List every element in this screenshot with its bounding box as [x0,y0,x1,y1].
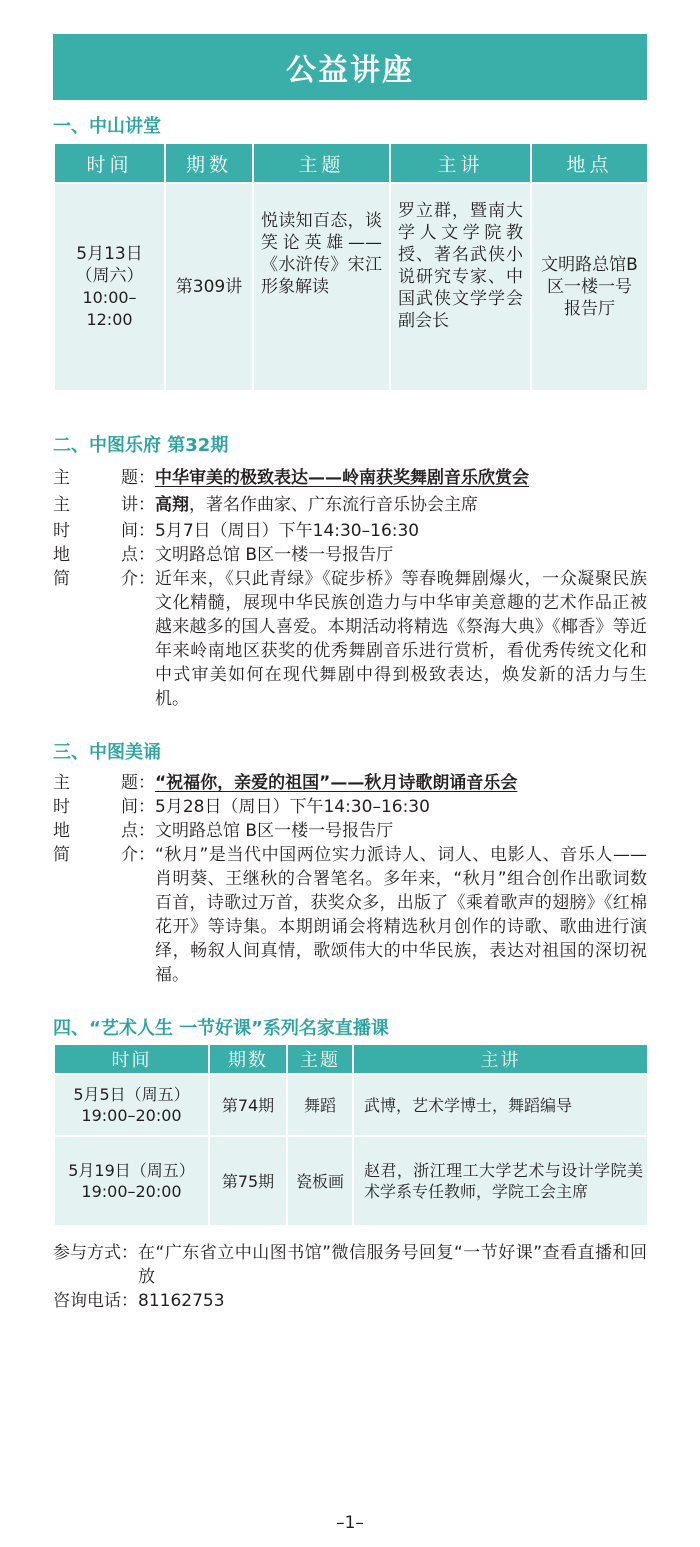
time-text: 10:00–12:00 [82,288,137,329]
cell-issue: 第74期 [209,1074,287,1136]
place-label: 地 点 ： [53,819,155,843]
cell-issue: 第75期 [209,1136,287,1226]
cell-topic: 悦读知百态，谈笑论英雄——《水浒传》宋江形象解读 [253,183,390,391]
time-label: 时 间 ： [53,795,155,819]
intro-label: 简 介 ： [53,843,155,987]
page [53,34,647,1313]
header-place: 地点 [531,143,648,183]
place-row [53,543,647,567]
header-issue: 期数 [165,143,253,183]
header-speaker: 主讲 [353,1044,648,1074]
speaker-name: 高翔 [155,495,189,515]
time-text: 19:00–20:00 [81,1106,182,1125]
section-4-title: 四、“艺术人生 一节好课”系列名家直播课 [53,1018,389,1039]
cell-topic: 舞蹈 [287,1074,353,1136]
place-value: 文明路总馆 B区一楼一号报告厅 [155,545,394,565]
time-value: 5月7日（周日）下午14:30–16:30 [155,521,420,541]
time-row [53,795,647,819]
table-row [54,183,648,391]
speaker-value [155,493,647,517]
section-3-title: 三、中图美诵 [53,742,161,763]
cell-speaker: 赵君，浙江理工大学艺术与设计学院美术学系专任教师，学院工会主席 [353,1136,648,1226]
topic-label: 主 题 ： [53,771,155,795]
lecture-table [53,142,649,392]
lecture-table-header [54,143,648,183]
place-label: 地 点 ： [53,543,155,567]
cell-time [54,1074,209,1136]
intro-row [53,843,647,987]
join-text: 在“广东省立中山图书馆”微信服务号回复“一节好课”查看直播和回放 [138,1243,647,1287]
section-2-title: 二、中图乐府 第32期 [53,435,229,456]
intro-value: 近年来，《只此青绿》《碇步桥》等春晚舞剧爆火，一众凝聚民族文化精髓，展现中华民族创造力与中华审美意趣的艺术作品正被越来越多的国人喜爱。本期活动将精选《祭海大典》《椰香》等近年来岭南地区获奖的优秀舞剧音乐进行赏析，看优秀传统文化和中式审美如何在现代舞剧中得到极致表达，焕发新的活力与生机。 [155,569,647,709]
phone-label: 咨询电话： [53,1291,138,1311]
header-topic: 主题 [253,143,390,183]
join-method [53,1241,647,1289]
weekday-text: （周六） [75,266,144,286]
date-text: 5月13日 [76,244,143,264]
speaker-label: 主 讲 ： [53,493,155,517]
cell-place: 文明路总馆B区一楼一号报告厅 [531,183,648,391]
speaker-desc: ，著名作曲家、广东流行音乐协会主席 [189,495,478,515]
date-text: 5月5日（周五） [73,1085,190,1104]
topic-value: “祝福你，亲爱的祖国”——秋月诗歌朗诵音乐会 [155,773,518,793]
cell-topic: 瓷板画 [287,1136,353,1226]
speaker-row [53,493,647,517]
intro-label: 简 介 ： [53,567,155,711]
date-text: 5月19日（周五） [68,1161,195,1180]
cell-issue: 第309讲 [165,183,253,391]
header-speaker: 主讲 [390,143,531,183]
live-course-header [54,1044,648,1074]
time-text: 19:00–20:00 [81,1182,182,1201]
time-row [53,519,647,543]
section-1-title: 一、中山讲堂 [53,116,161,137]
topic-value: 中华审美的极致表达——岭南获奖舞剧音乐欣赏会 [155,468,529,488]
cell-speaker: 罗立群，暨南大学人文学院教授、著名武侠小说研究专家、中国武侠文学学会副会长 [390,183,531,391]
join-label: 参与方式： [53,1243,138,1263]
cell-time [54,1136,209,1226]
header-issue: 期数 [209,1044,287,1074]
table-row [54,1074,648,1136]
page-number: –1– [336,1513,364,1533]
banner-title: 公益讲座 [53,34,647,100]
phone-row [53,1289,647,1313]
place-value: 文明路总馆 B区一楼一号报告厅 [155,821,394,841]
phone-number: 81162753 [138,1291,225,1311]
header-topic: 主题 [287,1044,353,1074]
header-time: 时间 [54,1044,209,1074]
topic-row [53,771,647,795]
table-row [54,1136,648,1226]
topic-row [53,466,647,490]
section-2-details [53,466,647,711]
cell-time [54,183,165,391]
time-label: 时 间 ： [53,519,155,543]
cell-speaker: 武博，艺术学博士，舞蹈编导 [353,1074,648,1136]
time-value: 5月28日（周日）下午14:30–16:30 [155,797,430,817]
footer [53,1241,647,1313]
header-time: 时间 [54,143,165,183]
live-course-table [53,1043,649,1227]
intro-value: “秋月”是当代中国两位实力派诗人、词人、电影人、音乐人——肖明葵、王继秋的合署笔名。多年来，“秋月”组合创作出歌词数百首，诗歌过万首，获奖众多，出版了《乘着歌声的翅膀》《红棉花开》等诗集。本期朗诵会将精选秋月创作的诗歌、歌曲进行演绎，畅叙人间真情，歌颂伟大的中华民族，表达对祖国的深切祝福。 [155,845,647,985]
intro-row [53,567,647,711]
place-row [53,819,647,843]
topic-label: 主 题 ： [53,466,155,490]
section-3-details [53,771,647,987]
